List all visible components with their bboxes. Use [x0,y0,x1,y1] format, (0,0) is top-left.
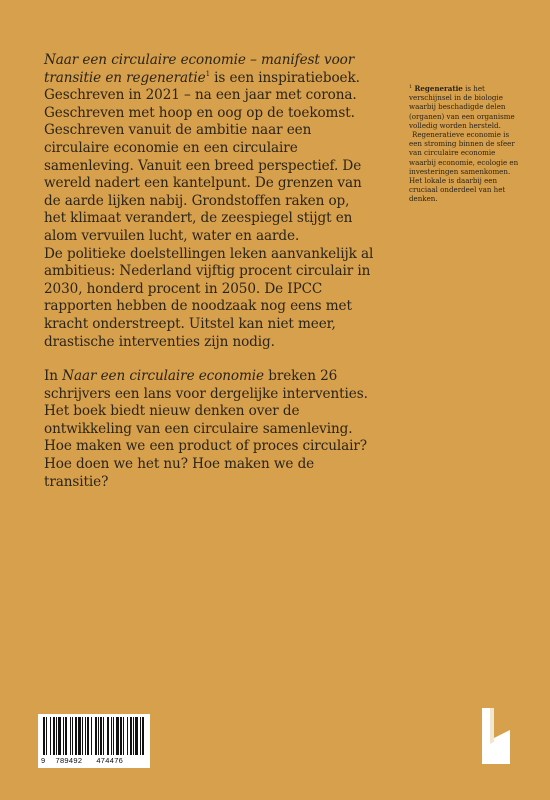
footnote-term: Regeneratie [414,84,463,93]
book-title-inline: Naar een circulaire economie [62,368,264,385]
barcode-bar [87,717,89,755]
barcode-bar [123,717,124,755]
footnote-definition-text: is het verschijnsel in de biologie waarbij beschadigde delen (organen) van een organisme volledig worden hersteld. [409,84,515,130]
barcode-bar [63,717,64,755]
barcode-bar [65,717,67,755]
intro-text: is een inspiratieboek. Geschreven in 2021 – na een jaar met corona. Geschreven met hoop en oog op de toekomst. Geschreven vanuit de ambitie naar een circulaire economie en een circulaire samenleving. Vanuit een breed perspectief. De wereld nadert een kantelpunt. De grenzen van de aarde lijken nabij. Grondstoffen raken op, het klimaat verandert, de zeespiegel stijgt en alom vervuilen lucht, water en aarde. [44,69,362,244]
barcode-bar [103,717,104,755]
footnote-marker: 1 [205,69,210,78]
barcode-bar [98,717,99,755]
barcode-bar [142,717,144,755]
barcode-bar [95,717,97,755]
barcode-bar [58,717,61,755]
barcode-bars [43,717,145,755]
publisher-logo-icon [470,700,522,772]
barcode-bar [100,717,102,755]
sidebar-footnote [409,84,521,204]
book-body-text: breken 26 schrijvers een lans voor dergelijke interventies. Het boek biedt nieuw denken over de ontwikkeling van een circulaire samenleving. Hoe maken we een product of proces circulair? Hoe doen we het nu? Hoe maken we de transitie? [44,368,368,490]
paragraph-politics [44,246,374,352]
barcode-bar [50,717,51,755]
politics-text: De politieke doelstellingen leken aanvankelijk al ambitieus: Nederland vijftig procent circulair in 2030, honderd procent in 2050. De IPCC rapporten hebben de noodzaak nog eens met kracht onderstreept. Uitstel kan niet meer, drastische interventies zijn nodig. [44,245,374,350]
paragraph-intro [44,52,374,246]
barcode-bar [78,717,81,755]
barcode [38,714,150,768]
barcode-bar [75,717,77,755]
barcode-bar [130,717,132,755]
barcode-bar [135,717,138,755]
barcode-bar [43,717,45,755]
barcode-bar [133,717,134,755]
barcode-bar [113,717,114,755]
barcode-bar [127,717,128,755]
publisher-logo [470,700,522,772]
barcode-bar [111,717,112,755]
main-text [44,52,374,491]
footnote-paragraph-2: Regeneratieve economie is een stroming binnen de sfeer van circulaire economie waarbij economie, ecologie en investeringen samenkomen. Het lokale is daarbij een cruciaal onderdeel van het denken. [409,130,519,204]
barcode-digit-group-1: 9 [41,756,46,765]
footnote-definition [409,84,521,130]
barcode-bar [116,717,119,755]
book-intro-prefix: In [44,368,63,385]
barcode-bar [56,717,57,755]
barcode-bar [140,717,141,755]
book-title-italic: Naar een circulaire economie – manifest voor transitie en regeneratie [44,52,355,86]
barcode-bar [107,717,109,755]
footnote-number: 1 [409,84,413,90]
barcode-digit-group-2: 789492 [55,756,83,765]
barcode-bar [46,717,47,755]
barcode-bar [72,717,73,755]
barcode-bar [70,717,71,755]
barcode-digits [41,756,149,765]
paragraph-book [44,368,374,491]
barcode-bar [120,717,122,755]
barcode-digit-group-3: 474476 [96,756,124,765]
barcode-bar [82,717,83,755]
barcode-bar [85,717,86,755]
barcode-bar [91,717,92,755]
barcode-bar [53,717,55,755]
